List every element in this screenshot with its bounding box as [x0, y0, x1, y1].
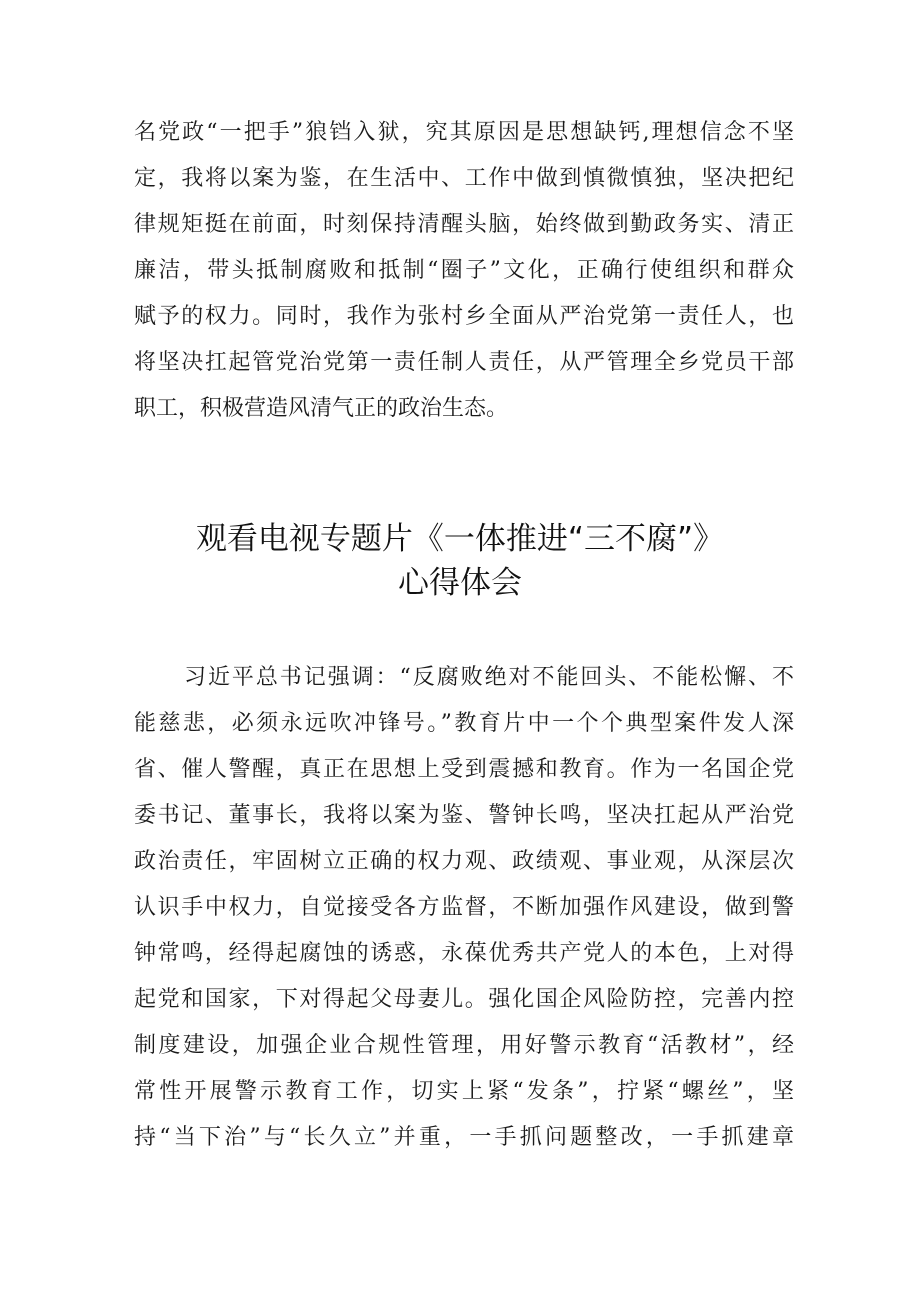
paragraph-line: 习近平总书记强调：“反腐败绝对不能回头、不能松懈、不: [184, 665, 794, 690]
paragraph-line: 钟常鸣，经得起腐蚀的诱惑，永葆优秀共产党人的本色，上对得: [134, 941, 794, 966]
paragraph-line: 委书记、董事长，我将以案为鉴、警钟长鸣，坚决扛起从严治党: [134, 803, 794, 828]
article-title: 观看电视专题片《一体推进“三不腐”》: [195, 521, 725, 557]
paragraph-line: 廉洁，带头抵制腐败和抵制“圈子”文化，正确行使组织和群众: [134, 258, 794, 283]
article-subtitle: 心得体会: [398, 565, 522, 601]
paragraph-line: 起党和国家，下对得起父母妻儿。强化国企风险防控，完善内控: [134, 987, 794, 1012]
paragraph-line: 定，我将以案为鉴，在生活中、工作中做到慎微慎独，坚决把纪: [134, 166, 794, 191]
body-paragraph: [134, 655, 794, 1161]
paragraph-line: 能慈悲，必须永远吹冲锋号。”教育片中一个个典型案件发人深: [134, 711, 794, 736]
intro-paragraph: [134, 110, 794, 432]
paragraph-line: 赋予的权力。同时，我作为张村乡全面从严治党第一责任人，也: [134, 304, 794, 329]
paragraph-line: 政治责任，牢固树立正确的权力观、政绩观、事业观，从深层次: [134, 849, 794, 874]
paragraph-line: 职工，积极营造风清气正的政治生态。: [134, 396, 509, 421]
paragraph-line: 将坚决扛起管党治党第一责任制人责任，从严管理全乡党员干部: [134, 350, 794, 375]
paragraph-line: 省、催人警醒，真正在思想上受到震撼和教育。作为一名国企党: [134, 757, 794, 782]
paragraph-line: 制度建设，加强企业合规性管理，用好警示教育“活教材”，经: [134, 1033, 794, 1058]
paragraph-line: 律规矩挺在前面，时刻保持清醒头脑，始终做到勤政务实、清正: [134, 212, 794, 237]
paragraph-line: 常性开展警示教育工作，切实上紧“发条”，拧紧“螺丝”，坚: [134, 1079, 794, 1104]
paragraph-line: 认识手中权力，自觉接受各方监督，不断加强作风建设，做到警: [134, 895, 794, 920]
paragraph-line: 持“当下治”与“长久立”并重，一手抓问题整改，一手抓建章: [134, 1125, 794, 1150]
paragraph-line: 名党政“一把手”狼铛入狱，究其原因是思想缺钙,理想信念不坚: [134, 120, 794, 145]
